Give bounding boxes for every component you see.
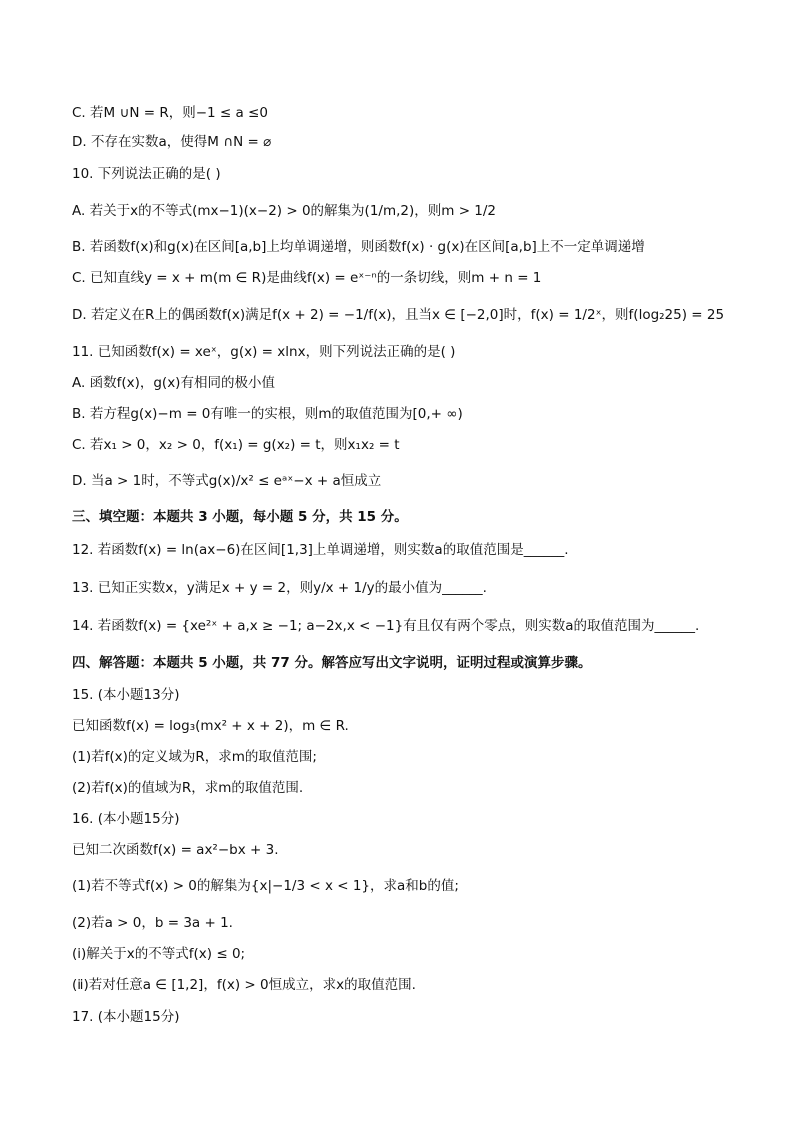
option-9c: C. 若M ∪N = R，则−1 ≤ a ≤0 [72,105,268,121]
question-15-stem: 已知函数f(x) = log₃(mx² + x + 2)，m ∈ R. [72,718,349,734]
option-10c: C. 已知直线y = x + m(m ∈ R)是曲线f(x) = eˣ⁻ⁿ的一条切线，则m + n = 1 [72,270,542,286]
question-15-part-1: (1)若f(x)的定义域为R，求m的取值范围; [72,749,317,765]
question-17: 17. (本小题15分) [72,1009,180,1025]
question-14: 14. 若函数f(x) = {xe²ˣ + a,x ≥ −1; a−2x,x < −1}有且仅有两个零点，则实数a的取值范围为______. [72,618,700,634]
question-16: 16. (本小题15分) [72,811,180,827]
question-12: 12. 若函数f(x) = ln(ax−6)在区间[1,3]上单调递增，则实数a的取值范围是______. [72,542,569,558]
question-16-part-2-i: (ⅰ)解关于x的不等式f(x) ≤ 0; [72,946,246,962]
question-16-part-1: (1)若不等式f(x) > 0的解集为{x|−1/3 < x < 1}，求a和b的值; [72,878,459,894]
option-11c: C. 若x₁ > 0，x₂ > 0，f(x₁) = g(x₂) = t，则x₁x₂ = t [72,437,400,453]
section-answer-heading: 四、解答题：本题共 5 小题，共 77 分。解答应写出文字说明，证明过程或演算步骤。 [72,655,592,671]
question-16-stem: 已知二次函数f(x) = ax²−bx + 3. [72,842,279,858]
question-16-part-2: (2)若a > 0，b = 3a + 1. [72,915,233,931]
option-11a: A. 函数f(x)，g(x)有相同的极小值 [72,375,275,391]
question-15: 15. (本小题13分) [72,687,180,703]
option-10b: B. 若函数f(x)和g(x)在区间[a,b]上均单调递增，则函数f(x) · g(x)在区间[a,b]上不一定单调递增 [72,239,645,255]
question-15-part-2: (2)若f(x)的值域为R，求m的取值范围. [72,780,304,796]
option-10d: D. 若定义在R上的偶函数f(x)满足f(x + 2) = −1/f(x)，且当x ∈ [−2,0]时，f(x) = 1/2ˣ，则f(log₂25) = 25 [72,307,725,323]
option-10a: A. 若关于x的不等式(mx−1)(x−2) > 0的解集为(1/m,2)，则m > 1/2 [72,203,497,219]
question-11: 11. 已知函数f(x) = xeˣ，g(x) = xlnx，则下列说法正确的是( ) [72,344,456,360]
question-13: 13. 已知正实数x，y满足x + y = 2，则y/x + 1/y的最小值为______. [72,580,487,596]
option-11b: B. 若方程g(x)−m = 0有唯一的实根，则m的取值范围为[0,+ ∞) [72,406,463,422]
option-11d: D. 当a > 1时，不等式g(x)/x² ≤ eᵃˣ−x + a恒成立 [72,473,382,489]
option-9d: D. 不存在实数a，使得M ∩N = ⌀ [72,134,272,150]
question-10: 10. 下列说法正确的是( ) [72,166,221,182]
section-fill-in-heading: 三、填空题：本题共 3 小题，每小题 5 分，共 15 分。 [72,509,408,525]
question-16-part-2-ii: (ⅱ)若对任意a ∈ [1,2]，f(x) > 0恒成立，求x的取值范围. [72,977,416,993]
